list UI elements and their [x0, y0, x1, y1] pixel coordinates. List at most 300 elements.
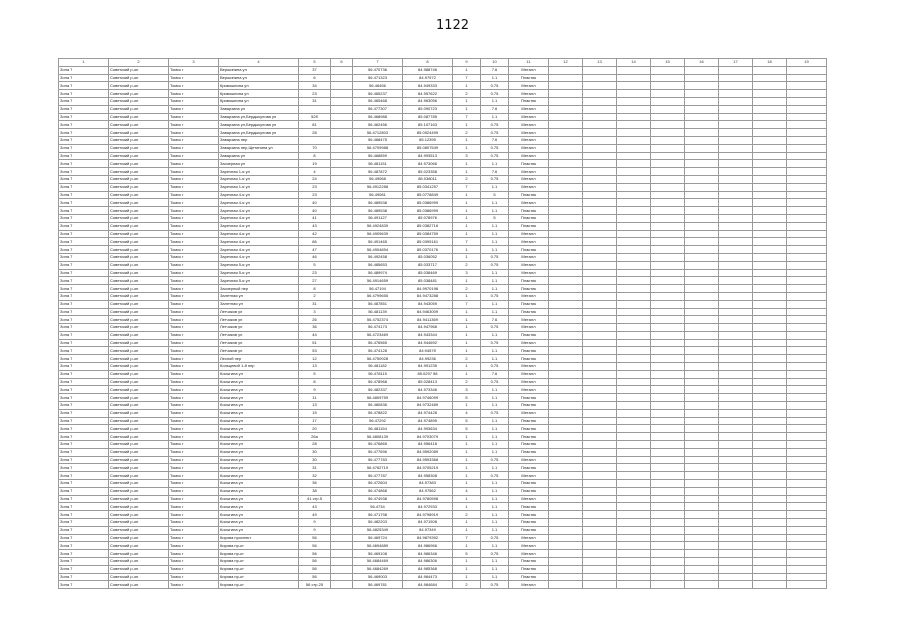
- table-cell: Советский р-он: [109, 308, 169, 316]
- table-cell: Зона 7: [59, 558, 109, 566]
- table-cell: Пластик: [509, 394, 549, 402]
- table-cell: [719, 558, 753, 566]
- table-cell: 38: [299, 487, 331, 495]
- table-cell: [719, 565, 753, 573]
- table-cell: [549, 573, 583, 581]
- table-cell: Косыгина ул: [219, 425, 299, 433]
- table-cell: Томск г: [169, 175, 219, 183]
- table-cell: 5: [453, 550, 481, 558]
- table-cell: Зона 7: [59, 495, 109, 503]
- table-cell: [787, 534, 827, 542]
- table-cell: Металл: [509, 144, 549, 152]
- table-cell: 3: [453, 386, 481, 394]
- table-cell: Зона 7: [59, 175, 109, 183]
- table-cell: 56.469003: [353, 573, 403, 581]
- table-cell: [719, 511, 753, 519]
- table-cell: 1.1: [481, 285, 509, 293]
- table-cell: [549, 565, 583, 573]
- table-cell: [617, 253, 651, 261]
- table-cell: Советский р-он: [109, 409, 169, 417]
- table-cell: [651, 581, 685, 589]
- table-cell: [583, 425, 617, 433]
- table-body: [59, 66, 827, 588]
- table-cell: [583, 402, 617, 410]
- table-cell: [685, 558, 719, 566]
- table-cell: [651, 409, 685, 417]
- table-cell: 2: [299, 292, 331, 300]
- table-cell: [787, 378, 827, 386]
- table-cell: [787, 558, 827, 566]
- table-cell: 85.078976: [403, 214, 453, 222]
- table-cell: [787, 246, 827, 254]
- table-cell: [331, 355, 353, 363]
- table-cell: [787, 394, 827, 402]
- table-cell: [583, 573, 617, 581]
- table-cell: [685, 573, 719, 581]
- table-cell: [787, 277, 827, 285]
- table-cell: 56.49081: [353, 191, 403, 199]
- table-cell: [719, 550, 753, 558]
- table-cell: Зона 7: [59, 269, 109, 277]
- column-header: 13: [583, 59, 617, 67]
- table-cell: [651, 487, 685, 495]
- table-cell: [549, 214, 583, 222]
- table-row: [59, 472, 827, 480]
- column-header: 5: [299, 59, 331, 67]
- table-cell: [719, 573, 753, 581]
- table-cell: 7.6: [481, 66, 509, 74]
- table-cell: [331, 160, 353, 168]
- table-cell: 1: [453, 472, 481, 480]
- table-cell: [331, 214, 353, 222]
- table-cell: Советский р-он: [109, 168, 169, 176]
- table-cell: [753, 121, 787, 129]
- table-cell: [719, 261, 753, 269]
- table-cell: [753, 526, 787, 534]
- table-cell: 0.75: [481, 129, 509, 137]
- table-cell: Пластик: [509, 277, 549, 285]
- table-cell: [331, 363, 353, 371]
- table-cell: [787, 168, 827, 176]
- table-cell: [753, 565, 787, 573]
- table-cell: Советский р-он: [109, 573, 169, 581]
- table-cell: 1: [453, 519, 481, 527]
- table-cell: [651, 308, 685, 316]
- table-cell: [651, 386, 685, 394]
- table-cell: 84.9798919: [403, 511, 453, 519]
- table-cell: [685, 199, 719, 207]
- table-cell: 84.9879392: [403, 534, 453, 542]
- table-cell: 1.1: [481, 331, 509, 339]
- table-cell: 85.038481: [403, 277, 453, 285]
- table-cell: Заречная 4-я ул: [219, 199, 299, 207]
- column-header: 1: [59, 59, 109, 67]
- table-cell: 56.478822: [353, 409, 403, 417]
- table-cell: 84.944692: [403, 339, 453, 347]
- table-cell: 56.489538: [353, 207, 403, 215]
- table-cell: [331, 277, 353, 285]
- table-row: [59, 495, 827, 503]
- table-cell: Советский р-он: [109, 386, 169, 394]
- table-cell: [331, 534, 353, 542]
- table-cell: [617, 230, 651, 238]
- table-row: [59, 363, 827, 371]
- table-cell: [331, 253, 353, 261]
- table-cell: [617, 409, 651, 417]
- table-cell: [753, 292, 787, 300]
- table-cell: [617, 222, 651, 230]
- table-cell: [719, 363, 753, 371]
- table-cell: [617, 558, 651, 566]
- table-cell: [331, 565, 353, 573]
- table-cell: 2: [453, 175, 481, 183]
- table-cell: Зона 7: [59, 168, 109, 176]
- table-cell: [685, 565, 719, 573]
- table-cell: [617, 464, 651, 472]
- table-cell: 24: [299, 175, 331, 183]
- table-cell: Советский р-он: [109, 74, 169, 82]
- table-cell: Томск г: [169, 511, 219, 519]
- table-cell: [583, 339, 617, 347]
- table-cell: [753, 246, 787, 254]
- table-cell: Советский р-он: [109, 222, 169, 230]
- table-cell: Зона 7: [59, 448, 109, 456]
- table-cell: Пластик: [509, 464, 549, 472]
- table-cell: [549, 121, 583, 129]
- table-cell: [549, 503, 583, 511]
- table-cell: 1: [453, 456, 481, 464]
- table-cell: 1.1: [481, 386, 509, 394]
- table-cell: [651, 82, 685, 90]
- table-cell: [651, 207, 685, 215]
- table-cell: 2: [453, 378, 481, 386]
- table-cell: Косыгина ул: [219, 503, 299, 511]
- table-cell: Косыгина ул: [219, 409, 299, 417]
- table-cell: Зона 7: [59, 511, 109, 519]
- table-cell: [651, 347, 685, 355]
- table-cell: [753, 105, 787, 113]
- table-cell: 1.1: [481, 441, 509, 449]
- table-cell: [617, 136, 651, 144]
- table-cell: [685, 526, 719, 534]
- table-cell: [549, 355, 583, 363]
- table-cell: Томск г: [169, 105, 219, 113]
- table-cell: 56.4809759: [353, 394, 403, 402]
- table-cell: 1: [453, 136, 481, 144]
- table-cell: [753, 269, 787, 277]
- table-cell: 5: [453, 417, 481, 425]
- table-cell: [719, 144, 753, 152]
- table-cell: Пластик: [509, 347, 549, 355]
- table-cell: [719, 207, 753, 215]
- table-cell: 70: [299, 144, 331, 152]
- table-cell: Зона 7: [59, 97, 109, 105]
- table-cell: 1.1: [481, 417, 509, 425]
- table-cell: Советский р-он: [109, 175, 169, 183]
- table-cell: 56.4684269: [353, 565, 403, 573]
- table-cell: 23: [299, 90, 331, 98]
- table-cell: 1.1: [481, 183, 509, 191]
- table-cell: Металл: [509, 339, 549, 347]
- table-cell: [331, 378, 353, 386]
- table-cell: 56.481154: [353, 425, 403, 433]
- table-row: [59, 292, 827, 300]
- table-cell: [719, 472, 753, 480]
- table-cell: 0.75: [481, 324, 509, 332]
- table-cell: [719, 339, 753, 347]
- table-cell: [549, 370, 583, 378]
- table-cell: [719, 175, 753, 183]
- table-cell: [331, 386, 353, 394]
- table-cell: 84.9705219: [403, 464, 453, 472]
- table-cell: Зона 7: [59, 129, 109, 137]
- table-cell: Томск г: [169, 394, 219, 402]
- table-cell: Зона 7: [59, 581, 109, 589]
- table-row: [59, 480, 827, 488]
- table-cell: [753, 331, 787, 339]
- table-cell: [651, 214, 685, 222]
- table-cell: [617, 183, 651, 191]
- table-row: [59, 222, 827, 230]
- table-cell: [719, 324, 753, 332]
- table-cell: [583, 82, 617, 90]
- table-cell: Косыгина ул: [219, 526, 299, 534]
- table-row: [59, 441, 827, 449]
- table-cell: Советский р-он: [109, 370, 169, 378]
- table-cell: [331, 331, 353, 339]
- column-header: 19: [787, 59, 827, 67]
- table-cell: [651, 121, 685, 129]
- table-cell: Советский р-он: [109, 441, 169, 449]
- table-row: [59, 355, 827, 363]
- table-cell: Томск г: [169, 456, 219, 464]
- table-cell: [753, 480, 787, 488]
- table-cell: [617, 519, 651, 527]
- table-cell: 84.9732489: [403, 402, 453, 410]
- table-cell: [651, 300, 685, 308]
- table-cell: 84.9592089: [403, 448, 453, 456]
- table-cell: 4: [453, 487, 481, 495]
- table-cell: [787, 363, 827, 371]
- table-cell: 1.1: [481, 526, 509, 534]
- table-cell: Томск г: [169, 386, 219, 394]
- table-cell: [651, 199, 685, 207]
- table-cell: [583, 565, 617, 573]
- table-cell: [787, 207, 827, 215]
- table-cell: 53: [299, 347, 331, 355]
- table-row: [59, 66, 827, 74]
- table-cell: [583, 464, 617, 472]
- table-cell: Томск г: [169, 433, 219, 441]
- table-row: [59, 519, 827, 527]
- table-cell: [651, 565, 685, 573]
- table-cell: [651, 363, 685, 371]
- column-header: 12: [549, 59, 583, 67]
- table-cell: [685, 542, 719, 550]
- table-cell: [651, 355, 685, 363]
- table-cell: [617, 565, 651, 573]
- table-row: [59, 370, 827, 378]
- table-cell: Томск г: [169, 183, 219, 191]
- table-cell: [787, 573, 827, 581]
- table-cell: 1: [453, 105, 481, 113]
- column-header: 17: [719, 59, 753, 67]
- table-cell: [719, 316, 753, 324]
- table-row: [59, 464, 827, 472]
- table-cell: Томск г: [169, 152, 219, 160]
- table-cell: [331, 183, 353, 191]
- table-cell: 1: [453, 433, 481, 441]
- table-cell: [549, 199, 583, 207]
- table-cell: Томск г: [169, 472, 219, 480]
- table-cell: [719, 487, 753, 495]
- table-cell: 0.75: [481, 550, 509, 558]
- table-cell: Пластик: [509, 417, 549, 425]
- table-row: [59, 261, 827, 269]
- table-cell: [685, 129, 719, 137]
- table-cell: Заречная 4-я ул: [219, 207, 299, 215]
- table-cell: 84.9970198: [403, 285, 453, 293]
- table-cell: 1: [453, 363, 481, 371]
- table-cell: 1.1: [481, 402, 509, 410]
- table-cell: 56.468859: [353, 152, 403, 160]
- table-cell: 1.1: [481, 308, 509, 316]
- table-cell: [583, 394, 617, 402]
- table-cell: [331, 129, 353, 137]
- table-cell: 84.9703079: [403, 433, 453, 441]
- table-cell: [685, 144, 719, 152]
- table-cell: Зона 7: [59, 417, 109, 425]
- table-cell: Томск г: [169, 441, 219, 449]
- table-cell: 0.75: [481, 581, 509, 589]
- table-cell: [753, 66, 787, 74]
- table-cell: [331, 207, 353, 215]
- table-row: [59, 511, 827, 519]
- table-cell: Советский р-он: [109, 565, 169, 573]
- table-cell: [651, 472, 685, 480]
- table-cell: Советский р-он: [109, 277, 169, 285]
- table-cell: Советский р-он: [109, 511, 169, 519]
- table-cell: 1.1: [481, 487, 509, 495]
- table-cell: 1.1: [481, 113, 509, 121]
- table-cell: [685, 472, 719, 480]
- table-cell: Металл: [509, 82, 549, 90]
- table-cell: [617, 542, 651, 550]
- table-cell: Зона 7: [59, 253, 109, 261]
- table-cell: [583, 316, 617, 324]
- table-cell: 1: [453, 214, 481, 222]
- table-cell: 84.943344: [403, 331, 453, 339]
- table-cell: [685, 355, 719, 363]
- table-cell: [719, 300, 753, 308]
- table-cell: [651, 425, 685, 433]
- table-cell: 81: [299, 121, 331, 129]
- table-cell: Томск г: [169, 519, 219, 527]
- table-cell: Томск г: [169, 168, 219, 176]
- table-cell: [651, 175, 685, 183]
- table-cell: [549, 300, 583, 308]
- table-cell: [617, 386, 651, 394]
- table-cell: Зона 7: [59, 542, 109, 550]
- table-cell: Зона 7: [59, 425, 109, 433]
- table-cell: 85.090723: [403, 105, 453, 113]
- table-cell: [583, 238, 617, 246]
- table-cell: 85.023358: [403, 168, 453, 176]
- table-cell: 1.1: [481, 480, 509, 488]
- table-cell: [753, 441, 787, 449]
- table-cell: [719, 191, 753, 199]
- table-row: [59, 448, 827, 456]
- table-cell: [549, 425, 583, 433]
- table-cell: [331, 246, 353, 254]
- table-cell: Пластик: [509, 331, 549, 339]
- table-cell: Зона 7: [59, 160, 109, 168]
- table-row: [59, 230, 827, 238]
- table-cell: [331, 261, 353, 269]
- table-cell: 85.0386999: [403, 207, 453, 215]
- table-cell: 85.087785: [403, 113, 453, 121]
- table-cell: 4: [299, 168, 331, 176]
- column-header: 16: [685, 59, 719, 67]
- table-cell: 84.973066: [403, 160, 453, 168]
- table-cell: 85.036052: [403, 253, 453, 261]
- table-row: [59, 136, 827, 144]
- table-cell: [685, 97, 719, 105]
- table-cell: [549, 136, 583, 144]
- table-cell: 2: [453, 285, 481, 293]
- table-cell: Зона 7: [59, 105, 109, 113]
- table-cell: 5: [481, 191, 509, 199]
- table-cell: [685, 581, 719, 589]
- table-cell: Зона 7: [59, 433, 109, 441]
- table-cell: Советский р-он: [109, 378, 169, 386]
- table-row: [59, 417, 827, 425]
- table-cell: [787, 503, 827, 511]
- table-cell: 1.1: [481, 573, 509, 581]
- table-cell: 0.75: [481, 152, 509, 160]
- table-cell: [753, 168, 787, 176]
- table-cell: Косыгина ул: [219, 511, 299, 519]
- table-cell: Советский р-он: [109, 144, 169, 152]
- table-cell: [583, 152, 617, 160]
- table-cell: [617, 573, 651, 581]
- table-cell: [719, 534, 753, 542]
- table-cell: Зона 7: [59, 222, 109, 230]
- table-cell: [549, 433, 583, 441]
- table-row: [59, 300, 827, 308]
- table-cell: [685, 316, 719, 324]
- table-cell: [549, 183, 583, 191]
- table-cell: Советский р-он: [109, 246, 169, 254]
- table-cell: Зона 7: [59, 394, 109, 402]
- table-cell: Томск г: [169, 402, 219, 410]
- table-cell: Металл: [509, 542, 549, 550]
- table-cell: Металл: [509, 370, 549, 378]
- table-cell: [753, 519, 787, 527]
- table-cell: Зона 7: [59, 136, 109, 144]
- table-cell: [331, 472, 353, 480]
- table-cell: [331, 573, 353, 581]
- table-cell: [331, 519, 353, 527]
- table-cell: [719, 441, 753, 449]
- table-cell: [549, 168, 583, 176]
- table-cell: 2: [453, 355, 481, 363]
- table-cell: Томск г: [169, 82, 219, 90]
- table-cell: Кирова пр-кт: [219, 542, 299, 550]
- table-cell: [299, 105, 331, 113]
- table-cell: 1: [453, 316, 481, 324]
- table-cell: [651, 542, 685, 550]
